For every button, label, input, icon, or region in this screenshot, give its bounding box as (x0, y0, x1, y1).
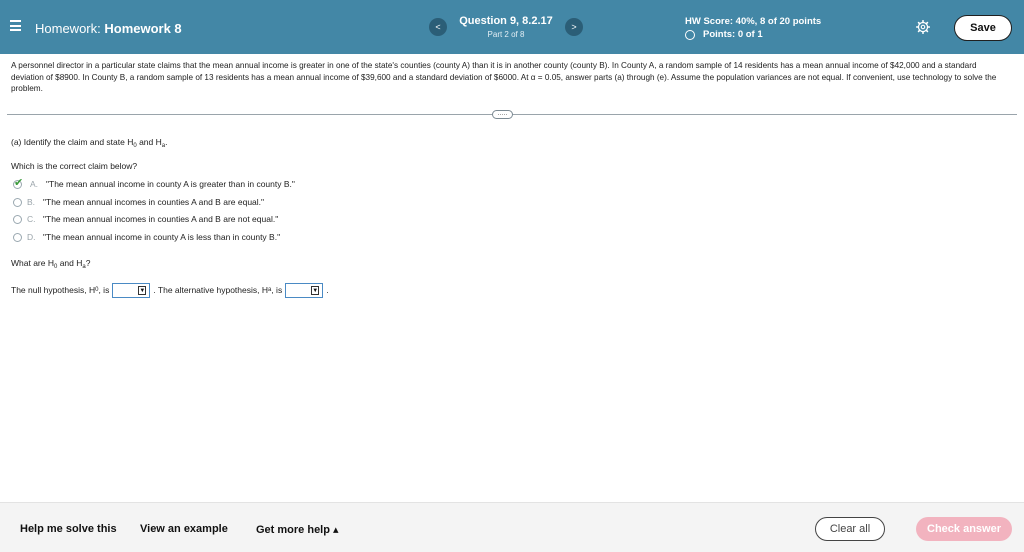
top-bar (0, 0, 1024, 54)
null-label-sub: 0 (95, 287, 99, 293)
alt-label-start: . The alternative hypothesis, H (153, 285, 268, 295)
clear-all-button[interactable]: Clear all (815, 517, 885, 541)
hamburger-menu-icon[interactable] (10, 20, 21, 31)
choice-a-selector[interactable] (13, 178, 25, 190)
alternative-hypothesis-dropdown[interactable] (285, 283, 323, 298)
part-a-prompt-start: (a) Identify the claim and state H (11, 137, 134, 147)
hypotheses-row (11, 283, 329, 297)
choice-d[interactable] (13, 231, 280, 243)
checkmark-icon: ✔ (14, 177, 24, 189)
homework-title (35, 21, 182, 36)
what-start: What are H (11, 258, 54, 268)
choice-letter: B. (27, 197, 36, 207)
question-part: Part 2 of 8 (487, 30, 525, 39)
radio-button[interactable] (13, 233, 22, 242)
footer-bar (0, 502, 1024, 552)
final-period: . (326, 285, 329, 295)
what-suba: a (82, 264, 86, 270)
alt-label-end: , is (271, 285, 283, 295)
which-claim-question: Which is the correct claim below? (11, 161, 138, 171)
question-title: Question 9, 8.2.17 (459, 15, 553, 27)
homework-prefix: Homework: (35, 21, 105, 36)
expand-problem-button[interactable]: ..... (492, 110, 513, 119)
null-label-start: The null hypothesis, H (11, 285, 96, 295)
alt-label-sub: a (267, 287, 272, 293)
null-label-end: , is (98, 285, 110, 295)
get-more-help-link[interactable]: Get more help ▴ (256, 524, 339, 536)
hypotheses-question (11, 258, 90, 270)
what-sub0: 0 (54, 264, 58, 270)
choice-c[interactable] (13, 213, 278, 225)
points-text: Points: 0 of 1 (703, 29, 763, 40)
part-a-prompt-end: . (165, 137, 168, 147)
null-hypothesis-dropdown[interactable] (112, 283, 150, 298)
choice-text: "The mean annual income in county A is less than in county B." (43, 232, 281, 242)
choice-text: "The mean annual incomes in counties A and B are not equal." (43, 214, 279, 224)
save-button[interactable]: Save (954, 15, 1012, 41)
radio-button[interactable] (13, 215, 22, 224)
check-answer-button[interactable]: Check answer (916, 517, 1012, 541)
part-a-prompt (11, 137, 167, 149)
choice-letter: A. (30, 179, 39, 189)
progress-ring-icon (685, 30, 695, 40)
choice-text: "The mean annual incomes in counties A and B are equal." (43, 197, 265, 207)
part-a-prompt-suba: a (161, 143, 166, 149)
dropdown-arrow-icon[interactable]: ▼ (139, 287, 146, 294)
choice-a[interactable] (13, 178, 295, 190)
part-a-prompt-mid: and H (136, 137, 162, 147)
part-a-prompt-sub0: 0 (133, 143, 137, 149)
problem-statement: A personnel director in a particular state claims that the mean annual income is greater in one of the state's counties (county A) than it is in another county (county B). In County A, a random sample of 14 residents has a mean annual income of $42,000 and a standard deviation of $8900. In County B, a random sample of 13 residents has a mean annual income of $39,600 and a standard deviation of $6000. At α = 0.05, answer parts (a) through (e). Assume the population variances are not equal. If convenient, use technology to solve the problem. (11, 61, 997, 93)
choice-text: "The mean annual income in county A is greater than in county B." (46, 179, 295, 189)
radio-button[interactable] (13, 198, 22, 207)
settings-gear-icon[interactable] (916, 20, 930, 34)
choice-letter: C. (27, 214, 36, 224)
choice-b[interactable] (13, 196, 264, 208)
what-mid: and H (57, 258, 83, 268)
points-status (685, 29, 763, 40)
next-question-button[interactable]: > (565, 18, 583, 36)
what-end: ? (85, 258, 91, 268)
hw-score: HW Score: 40%, 8 of 20 points (685, 16, 822, 27)
previous-question-button[interactable]: < (429, 18, 447, 36)
choice-letter: D. (27, 232, 36, 242)
dropdown-arrow-icon[interactable]: ▼ (312, 287, 319, 294)
homework-name: Homework 8 (104, 21, 182, 36)
view-example-link[interactable]: View an example (140, 523, 228, 535)
help-me-solve-link[interactable]: Help me solve this (20, 523, 117, 535)
